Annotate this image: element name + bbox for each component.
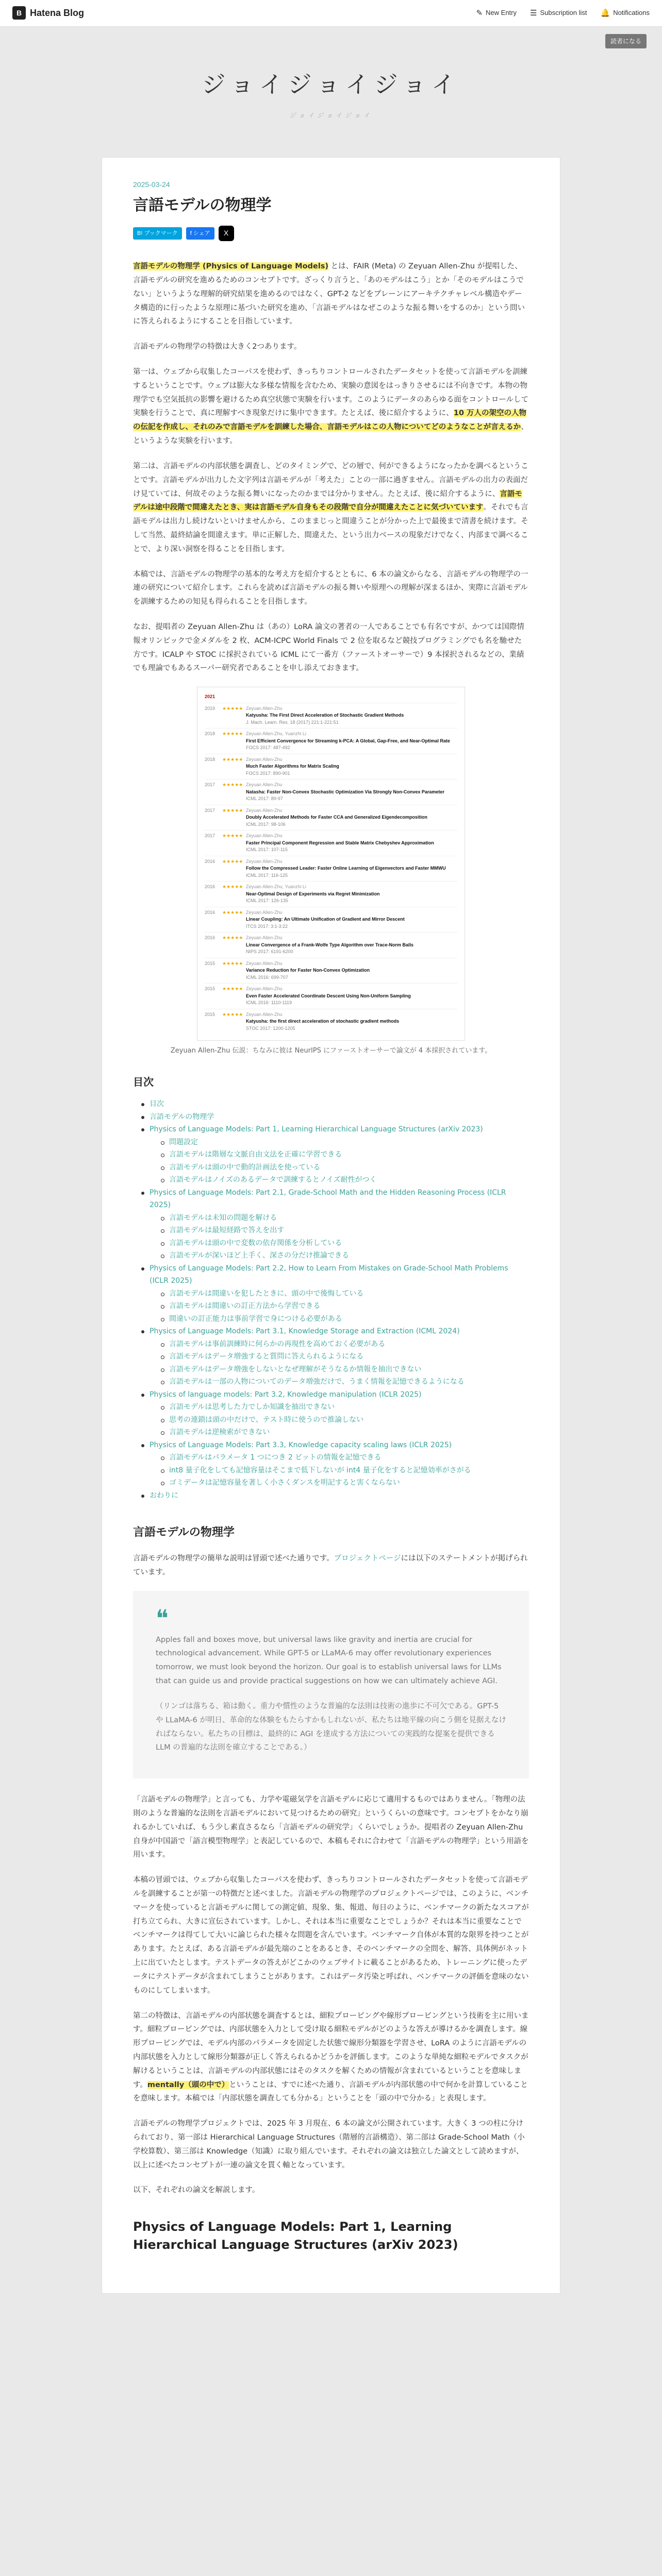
publication-list-image <box>197 687 465 1041</box>
star-rating-icon: ★★★★★ <box>222 884 243 890</box>
hatena-logo-icon: B <box>12 6 26 20</box>
publication-venue: ITCS 2017: 3:1-3:22 <box>246 923 288 929</box>
blog-title[interactable]: ジョイジョイジョイ <box>202 71 460 98</box>
publication-text <box>246 731 457 752</box>
publication-title: Faster Principal Component Regression and Stable Matrix Chebyshev Approximation <box>246 840 434 845</box>
publication-title: Much Faster Algorithms for Matrix Scaling <box>246 764 339 769</box>
publication-year: 2015 <box>205 960 216 966</box>
intro-paragraph-4 <box>133 460 529 556</box>
toc-sublist <box>150 1136 529 1187</box>
subscription-list-label: Subscription list <box>540 9 587 17</box>
toc-item <box>141 1123 529 1187</box>
physics-paragraph-6: 以下、それぞれの論文を解説します。 <box>133 2186 260 2195</box>
bell-icon: 🔔 <box>600 8 610 18</box>
highlight-phrase: mentally（頭の中で） <box>147 2080 229 2089</box>
new-entry-button[interactable] <box>476 6 517 21</box>
publication-row <box>205 856 457 882</box>
toc-sublink[interactable]: 言語モデルは事前訓練時に何らかの再現性を高めておく必要がある <box>169 1340 386 1348</box>
toc-sublink[interactable]: 言語モデルは未知の問題を解ける <box>169 1213 277 1222</box>
highlight-phrase: 言語モデルの物理学 (Physics of Language Models) <box>133 262 328 271</box>
physics-p1-b: には以下のステートメントが掲げられています。 <box>133 1554 528 1577</box>
publication-row <box>205 703 457 728</box>
publication-row <box>205 932 457 958</box>
star-rating-icon: ★★★★★ <box>222 705 243 711</box>
toc-subitem <box>161 1224 529 1237</box>
publication-year: 2016 <box>205 935 216 941</box>
blog-subtitle: ジョイジョイジョイ <box>289 112 373 120</box>
publication-year: 2018 <box>205 731 216 737</box>
publication-venue: FOCS 2017: 487-492 <box>246 745 290 751</box>
publication-venue: ICML 2017: 89-97 <box>246 796 283 802</box>
intro-paragraph-3 <box>133 365 529 448</box>
entry-title[interactable]: 言語モデルの物理学 <box>133 196 272 215</box>
publication-year: 2015 <box>205 986 216 992</box>
publication-title: Linear Convergence of a Frank-Wolfe Type Algorithm over Trace-Norm Balls <box>246 942 413 947</box>
intro-paragraph-5: 本稿では、言語モデルの物理学の基本的な考え方を紹介するとともに、6 本の論文からなる、言語モデルの物理学の一連の研究について紹介します。これらを読めば言語モデルの振る舞いや原理への理解が深まるほか、実際に言語モデルを訓練するための知見も得られることを目指します。 <box>133 570 528 606</box>
publication-row <box>205 779 457 805</box>
star-rating-icon: ★★★★★ <box>222 1011 243 1017</box>
publication-author: Zeyuan Allen-Zhu <box>246 756 283 762</box>
publication-text <box>246 833 457 854</box>
publication-venue: ICML 2016: 1110-1119 <box>246 1000 292 1006</box>
publication-venue: ICML 2017: 98-106 <box>246 821 286 827</box>
toc-sublink[interactable]: 思考の連鎖は頭の中だけで、テスト時に使うので推論しない <box>169 1415 364 1424</box>
publication-row <box>205 830 457 856</box>
publication-year: 2015 <box>205 1011 216 1017</box>
intro-p3-a: 第一は、ウェブから収集したコーパスを使わず、きっちりコントロールされたデータセットを使って言語モデルを訓練するということです。ウェブは膨大な多様な情報を含むため、実験の意図をはっきりさせるには不向きです。本物の物理学でも空気抵抗の影響を避けるため真空状態で実験を行います。このようにデータのあらゆる面をコントロールして実験を行うことで、真に理解すべき現象だけに集中できます。たとえば、後に紹介するように、 <box>133 368 529 418</box>
toc-subitem <box>161 1350 529 1363</box>
publication-author: Zeyuan Allen-Zhu, Yuanzhi Li <box>246 731 306 737</box>
intro-paragraph-2: 言語モデルの物理学の特徴は大きく2つあります。 <box>133 343 302 351</box>
publication-text <box>246 705 457 726</box>
publication-text <box>246 756 457 777</box>
publication-row <box>205 754 457 779</box>
publication-author: Zeyuan Allen-Zhu <box>246 960 283 966</box>
publication-text <box>246 935 457 956</box>
toc-heading: 目次 <box>133 1076 154 1089</box>
toc-link[interactable]: 言語モデルの物理学 <box>150 1112 214 1121</box>
publication-row <box>205 983 457 1009</box>
toc-link[interactable]: Physics of Language Models: Part 3.3, Knowledge capacity scaling laws (ICLR 2025) <box>150 1440 452 1449</box>
publication-author: Zeyuan Allen-Zhu <box>246 986 283 992</box>
toc-sublink[interactable]: 言語モデルは頭の中で動的計画法を使っている <box>169 1163 321 1172</box>
toc-item <box>141 1098 529 1111</box>
intro-p4-a: 第二は、言語モデルの内部状態を調査し、どのタイミングで、どの層で、何ができるようになったかを調べるということです。言語モデルが出力した文字列は言語モデルが「考えた」ことの一部に過ぎません。言語モデルの出力の表面だけ見ていては、何故そのような振る舞いになったのかまでは分かりません。たとえば、後に紹介するように、 <box>133 462 528 498</box>
toc-sublist <box>150 1212 529 1262</box>
toc-subitem <box>161 1148 529 1161</box>
project-statement-quote <box>133 1591 529 1779</box>
section-heading-part1: Physics of Language Models: Part 1, Learning Hierarchical Language Structures (arXiv 2023) <box>133 2219 458 2252</box>
toc-subitem <box>161 1426 529 1439</box>
intro-p1-rest: とは、FAIR (Meta) の Zeyuan Allen-Zhu が提唱した、言語モデルの研究を進めるためのコンセプトです。ざっくり言うと、「あのモデルはこう」とか「そのモデルはこうでない」というような理解的研究結果を進めるのではなく、GPT-2 などをプレーンにアーキテクチャレベル構造やデータ構造的に行ったような原理に基づいた研究を進め、「言語モデルはなぜこのような振る舞いをするのか」という問いに答えられるようにすることを目指しています。 <box>133 262 525 326</box>
publication-author: Zeyuan Allen-Zhu <box>246 909 283 915</box>
star-rating-icon: ★★★★★ <box>222 756 243 762</box>
publication-author: Zeyuan Allen-Zhu <box>246 935 283 941</box>
toc-subitem <box>161 1477 529 1489</box>
toc-subitem <box>161 1464 529 1477</box>
toc-sublink[interactable]: 問題設定 <box>169 1138 198 1146</box>
toc-subitem <box>161 1161 529 1174</box>
toc-sublist <box>150 1338 529 1388</box>
toc-subitem <box>161 1363 529 1376</box>
toc-item <box>141 1262 529 1326</box>
star-rating-icon: ★★★★★ <box>222 909 243 915</box>
publication-text <box>246 960 457 981</box>
notifications-label: Notifications <box>613 9 650 17</box>
image-caption: Zeyuan Allen-Zhu 伝説：ちなみに彼は NeurIPS にファーストオーサーで論文が 4 本採択されています。 <box>170 1047 492 1055</box>
pencil-icon: ✎ <box>476 8 483 18</box>
toc-sublink[interactable]: 言語モデルは思考した力でしか知識を抽出できない <box>169 1403 335 1412</box>
new-entry-label: New Entry <box>486 9 517 17</box>
toc-sublink[interactable]: 言語モデルは間違いを犯したときに、頭の中で後悔している <box>169 1289 364 1298</box>
toc-subitem <box>161 1414 529 1427</box>
publication-text <box>246 807 457 828</box>
toc-subitem <box>161 1401 529 1414</box>
hatena-blog-logo[interactable] <box>12 5 84 22</box>
publication-year: 2016 <box>205 909 216 915</box>
highlight-phrase: 言語モデルは途中段階で間違えたとき、実は言語モデル自身もその段階で自分が間違えたことに気づいています <box>133 489 522 512</box>
top-actions <box>476 6 650 21</box>
publication-author: Zeyuan Allen-Zhu <box>246 833 283 839</box>
publication-year: 2016 <box>205 884 216 890</box>
toc-link[interactable]: 目次 <box>150 1100 164 1109</box>
toc-link[interactable]: Physics of Language Models: Part 3.1, Knowledge Storage and Extraction (ICML 2024) <box>150 1327 460 1336</box>
toc-sublink[interactable]: 間違いの訂正能力は事前学習で身につける必要がある <box>169 1314 342 1323</box>
publication-title: Follow the Compressed Leader: Faster Online Learning of Eigenvectors and Faster MMWU <box>246 866 446 871</box>
publication-year: 2017 <box>205 807 216 813</box>
toc-item <box>141 1388 529 1439</box>
x-share-button[interactable]: X <box>219 226 234 241</box>
toc-subitem <box>161 1313 529 1326</box>
toc-sublink[interactable]: 言語モデルはノイズのあるデータで訓練するとノイズ耐性がつく <box>169 1176 377 1184</box>
publication-text <box>246 884 457 905</box>
physics-paragraph-4 <box>133 2009 529 2106</box>
intro-p3-b: 、というような実験を行います。 <box>133 423 528 446</box>
quote-icon: ❝ <box>156 1604 169 1632</box>
toc-sublist <box>150 1287 529 1326</box>
toc-subitem <box>161 1300 529 1313</box>
toc-subitem <box>161 1212 529 1225</box>
table-of-contents <box>133 1098 529 1502</box>
toc-item <box>141 1187 529 1262</box>
physics-p4-b: ということは、すでに述べた通り、言語モデルが内部状態の中で何かを計算していることを意味します。本稿では「内部状態を調査しても分かる」ということを「頭の中で分かる」と表現します。 <box>133 2080 528 2103</box>
intro-paragraph-1 <box>133 260 529 329</box>
publication-title: Katyusha: The First Direct Acceleration of Stochastic Gradient Methods <box>246 713 404 718</box>
toc-sublink[interactable]: 言語モデルはデータ増強をしないとなぜ理解がそうなるか情報を抽出できない <box>169 1365 422 1374</box>
star-rating-icon: ★★★★★ <box>222 731 243 737</box>
toc-subitem <box>161 1249 529 1262</box>
toc-item <box>141 1111 529 1124</box>
toc-subitem <box>161 1338 529 1351</box>
toc-sublist <box>150 1401 529 1439</box>
subscribe-reader-button[interactable]: 読者になる <box>605 34 647 48</box>
publication-venue: ICML 2017: 107-115 <box>246 847 288 853</box>
toc-subitem <box>161 1237 529 1250</box>
physics-paragraph-5: 言語モデルの物理学プロジェクトでは、2025 年 3 月現在、6 本の論文が公開されています。大きく 3 つの柱に分けられており、第一部は Hierarchical Language Structures（階層的言語構造）、第二部は Grade-School Math（小学校算数）、第三部は Knowledge（知識）に取り組んでいます。それぞれの論文は独立した論文として読めますが、以上に述べたコンセプトが一連の論文を貫く軸となっています。 <box>133 2120 525 2170</box>
intro-paragraph-6: なお、提唱者の Zeyuan Allen-Zhu は（あの）LoRA 論文の著者の一人であることでも有名ですが、かつては国際情報オリンピックで金メダルを 2 枚、ACM-ICPC World Finals で 2 位を取るなど競技プログラミングでも名を馳せた方です。ICALP や STOC に採択されている ICML にて一番方（ファーストオーサーで）9 本採択されるなどの、業績でも理論でもあるスーパー研究者であることを申し添えておきます。 <box>133 623 524 673</box>
physics-paragraph-1 <box>133 1552 529 1580</box>
notifications-button[interactable] <box>601 6 650 21</box>
star-rating-icon: ★★★★★ <box>222 935 243 941</box>
publication-author: Zeyuan Allen-Zhu <box>246 1011 283 1017</box>
publication-venue: ICML 2016: 699-707 <box>246 974 288 980</box>
publication-title: Doubly Accelerated Methods for Faster CCA and Generalized Eigendecomposition <box>246 815 427 820</box>
publication-year: 2019 <box>205 705 216 711</box>
list-icon: ☰ <box>530 8 537 18</box>
physics-paragraph-2: 「言語モデルの物理学」と言っても、力学や電磁気学を言語モデルに応じて適用するものではありません。「物理の法則のような普遍的な法則を言語モデルにおいて見つけるための研究」というくらいの意味です。コンセプトをかなり崩れるかしていれば、もう少し素直さるなら「言語モデルの研究学」くらいでしょうか。提唱者の Zeyuan Allen-Zhu 自身が中国語で「語言模型物理学」と表記しているので、本稿もそれに合わせて「言語モデルの物理学」という用語を用います。 <box>133 1795 529 1859</box>
publication-author: Zeyuan Allen-Zhu <box>246 782 283 788</box>
toc-link[interactable]: Physics of Language Models: Part 2.1, Grade-School Math and the Hidden Reasoning Process (ICLR 2025) <box>150 1188 506 1210</box>
article <box>102 157 560 2294</box>
star-rating-icon: ★★★★★ <box>222 782 243 788</box>
publication-title: Natasha: Faster Non-Convex Stochastic Optimization Via Strongly Non-Convex Parameter <box>246 789 444 794</box>
facebook-share-button[interactable]: f シェア <box>186 227 214 240</box>
quote-japanese: （リンゴは落ちる、箱は動く。重力や慣性のような普遍的な法則は技術の進歩に不可欠である。GPT-5 や LLaMA-6 が明日、革命的な体験をもたらすかもしれないが、私たちは地平線の向こう側を見据えなければならない。私たちの目標は、最終的に AGI を達成する方法についての実践的な提案を提供できる LLM の普遍的な法則を確立することである。） <box>156 1702 506 1752</box>
publication-text <box>246 986 457 1007</box>
highlight-phrase: 10 万人の架空の人物の伝記を作成し、それのみで言語モデルを訓練した場合、言語モデルはこの人物についてどのようなことが言えるか <box>133 409 526 432</box>
toc-sublink[interactable]: ゴミデータは記憶容量を著しく小さくダンスを明記すると害くならない <box>169 1479 400 1487</box>
star-rating-icon: ★★★★★ <box>222 960 243 966</box>
brand-name: Hatena Blog <box>30 7 85 18</box>
subscription-list-button[interactable] <box>530 6 587 21</box>
toc-sublink[interactable]: int8 量子化をしても記憶容量はそこまで低下しないが int4 量子化をすると記憶効率がさがる <box>169 1466 471 1475</box>
star-rating-icon: ★★★★★ <box>222 858 243 864</box>
toc-sublink[interactable]: 言語モデルはパラメータ 1 つにつき 2 ビットの情報を記憶できる <box>169 1453 382 1462</box>
publication-year: 2016 <box>205 858 216 864</box>
publication-venue: ICML 2017: 116-125 <box>246 872 288 878</box>
publication-text <box>246 782 457 803</box>
section-heading-physics: 言語モデルの物理学 <box>133 1526 235 1539</box>
physics-paragraph-3: 本稿の冒頭では、ウェブから収集したコーパスを使わず、きっちりコントロールされたデータセットを使って言語モデルを訓練することが第一の特徴だと述べました。言語モデルの物理学のプロジェクトページでは、このように、ベンチマークを使っていると言語モデルに関しての測定値、現象、集、報道、毎日のように、ベンチマークの新たなスコアが打ち立てられ、大きに宣伝されています。しかし、それは本当に重要なことでしょうか？それは本当に重要なことでベンチマークは得てして大いに論じられた様々な問題を含んでいます。ベンチマーク自体が本質的な限界を持つことがあります。たとえば、ある言語モデルが最先端のことをあるとき、そのベンチマークの全問を、解答、具体例がネット上に出ていたとします。テストデータの答えがどこかのウェブサイトに載ることがあるため、トレーニングに使ったデータにテストデータが含まれてしまうことがあります。これはデータ汚染と呼ばれ、ベンチマークの評価を意味のないものにしてしまいます。 <box>133 1876 529 1995</box>
publication-row <box>205 728 457 754</box>
hatena-bookmark-button[interactable]: B! ブックマーク <box>133 227 182 240</box>
toc-item <box>141 1325 529 1388</box>
toc-item <box>141 1439 529 1489</box>
toc-subitem <box>161 1451 529 1464</box>
toc-sublink[interactable]: 言語モデルは頭の中で変数の依存関係を分析している <box>169 1239 342 1247</box>
share-buttons <box>133 226 529 241</box>
publication-text <box>246 909 457 930</box>
quote-english: Apples fall and boxes move, but universal laws like gravity and inertia are crucial for technological advancement. While GPT-5 or LLaMA-6 may offer revolutionary experiences tomorrow, we must look beyond the horizon. Our goal is to establish universal laws for LLMs that can guide us and provide practical suggestions on how we can ultimately achieve AGI. <box>156 1635 502 1686</box>
publication-author: Zeyuan Allen-Zhu, Yuanzhi Li <box>246 884 306 890</box>
toc-sublink[interactable]: 言語モデルは間違いの訂正方法から学習できる <box>169 1302 321 1311</box>
publication-title: Linear Coupling: An Ultimate Unification of Gradient and Mirror Descent <box>246 917 405 922</box>
toc-subitem <box>161 1376 529 1388</box>
toc-subitem <box>161 1136 529 1149</box>
toc-sublink[interactable]: 言語モデルは逆検索ができない <box>169 1428 270 1437</box>
toc-subitem <box>161 1287 529 1300</box>
toc-link[interactable]: Physics of Language Models: Part 1, Learning Hierarchical Language Structures (arXiv 2023) <box>150 1125 483 1134</box>
toc-sublink[interactable]: 言語モデルは一部の人物についてのデータ増強だけで、うまく情報を記憶できるようになる <box>169 1378 465 1386</box>
publication-venue: J. Mach. Learn. Res. 18 (2017) 221:1-221:51 <box>246 719 339 725</box>
publication-year: 2018 <box>205 756 216 762</box>
toc-sublink[interactable]: 言語モデルは最短経路で答えを出す <box>169 1226 285 1235</box>
toc-sublink[interactable]: 言語モデルが深いほど上手く、深さの分だけ推論できる <box>169 1251 350 1260</box>
publication-title: First Efficient Convergence for Streaming k-PCA: A Global, Gap-Free, and Near-Optimal Rate <box>246 738 450 743</box>
publication-list <box>205 703 457 1035</box>
star-rating-icon: ★★★★★ <box>222 807 243 813</box>
physics-p4-a: 第二の特徴は、言語モデルの内部状態を調査するとは、細粒プロービングや線形プロービングという技術を主に用います。細粒プロービングでは、内部状態を入力として受け取る細粒モデルがどのような答えが導けるかを調査します。線形プロービングでは、モデル内部のパラメータを固定した状態で線形分類器を学習させ、LoRA のように言語モデルの内部状態を入力として線形分類器が正しく答えられるかどうかを評価します。このような単純な細粒モデルでタスクが解けるということは、言語モデルの内部状態にはそのタスクを解くための情報が含まれているということを意味します。 <box>133 2011 529 2089</box>
intro-p4-b: 。それでも言語モデルは出力し続けないといけませんから、このままじっと間違うことが分かった上で最後まで清書を続けます。そして当然、最終結論を間違えます。単に正解した、間違えた、という出力ベースの現象だけでなく、内部まで調べることで、より深い洞察を得ることを目指します。 <box>133 503 528 553</box>
top-bar <box>0 0 662 27</box>
publication-title: Variance Reduction for Faster Non-Convex Optimization <box>246 968 370 973</box>
publication-row <box>205 1009 457 1035</box>
publication-author: Zeyuan Allen-Zhu <box>246 807 283 813</box>
publication-year: 2017 <box>205 782 216 788</box>
publication-row <box>205 881 457 907</box>
entry-date[interactable]: 2025-03-24 <box>133 180 170 189</box>
project-page-link[interactable]: プロジェクトページ <box>334 1554 401 1563</box>
toc-subitem <box>161 1174 529 1187</box>
toc-link[interactable]: Physics of language models: Part 3.2, Knowledge manipulation (ICLR 2025) <box>150 1390 422 1399</box>
toc-link[interactable]: おわりに <box>150 1491 178 1500</box>
publication-year: 2017 <box>205 833 216 839</box>
publication-row <box>205 958 457 984</box>
publication-title: Near-Optimal Design of Experiments via Regret Minimization <box>246 891 380 896</box>
publication-list-year: 2021 <box>205 694 216 700</box>
publication-venue: STOC 2017: 1200-1205 <box>246 1025 295 1031</box>
publication-row <box>205 907 457 933</box>
toc-sublink[interactable]: 言語モデルはデータ増強すると質問に答えられるようになる <box>169 1352 364 1361</box>
publication-row <box>205 805 457 831</box>
toc-sublink[interactable]: 言語モデルは階層な文脈自由文法を正確に学習できる <box>169 1150 342 1159</box>
publication-author: Zeyuan Allen-Zhu <box>246 705 283 711</box>
blog-header <box>0 27 662 157</box>
publication-author: Zeyuan Allen-Zhu <box>246 858 283 864</box>
publication-title: Even Faster Accelerated Coordinate Descent Using Non-Uniform Sampling <box>246 993 411 998</box>
toc-item <box>141 1489 529 1502</box>
publication-venue: FOCS 2017: 890-901 <box>246 770 290 776</box>
toc-sublist <box>150 1451 529 1489</box>
publication-title: Katyusha: the first direct acceleration of stochastic gradient methods <box>246 1019 400 1024</box>
publication-venue: NIPS 2017: 6191-6200 <box>246 949 293 955</box>
publication-venue: ICML 2017: 126-135 <box>246 898 288 904</box>
toc-link[interactable]: Physics of Language Models: Part 2.2, How to Learn From Mistakes on Grade-School Math Problems (ICLR 2025) <box>150 1264 508 1285</box>
publication-text <box>246 858 457 879</box>
star-rating-icon: ★★★★★ <box>222 833 243 839</box>
publication-text <box>246 1011 457 1032</box>
star-rating-icon: ★★★★★ <box>222 986 243 992</box>
physics-p1-a: 言語モデルの物理学の簡単な説明は冒頭で述べた通りです。 <box>133 1554 334 1563</box>
